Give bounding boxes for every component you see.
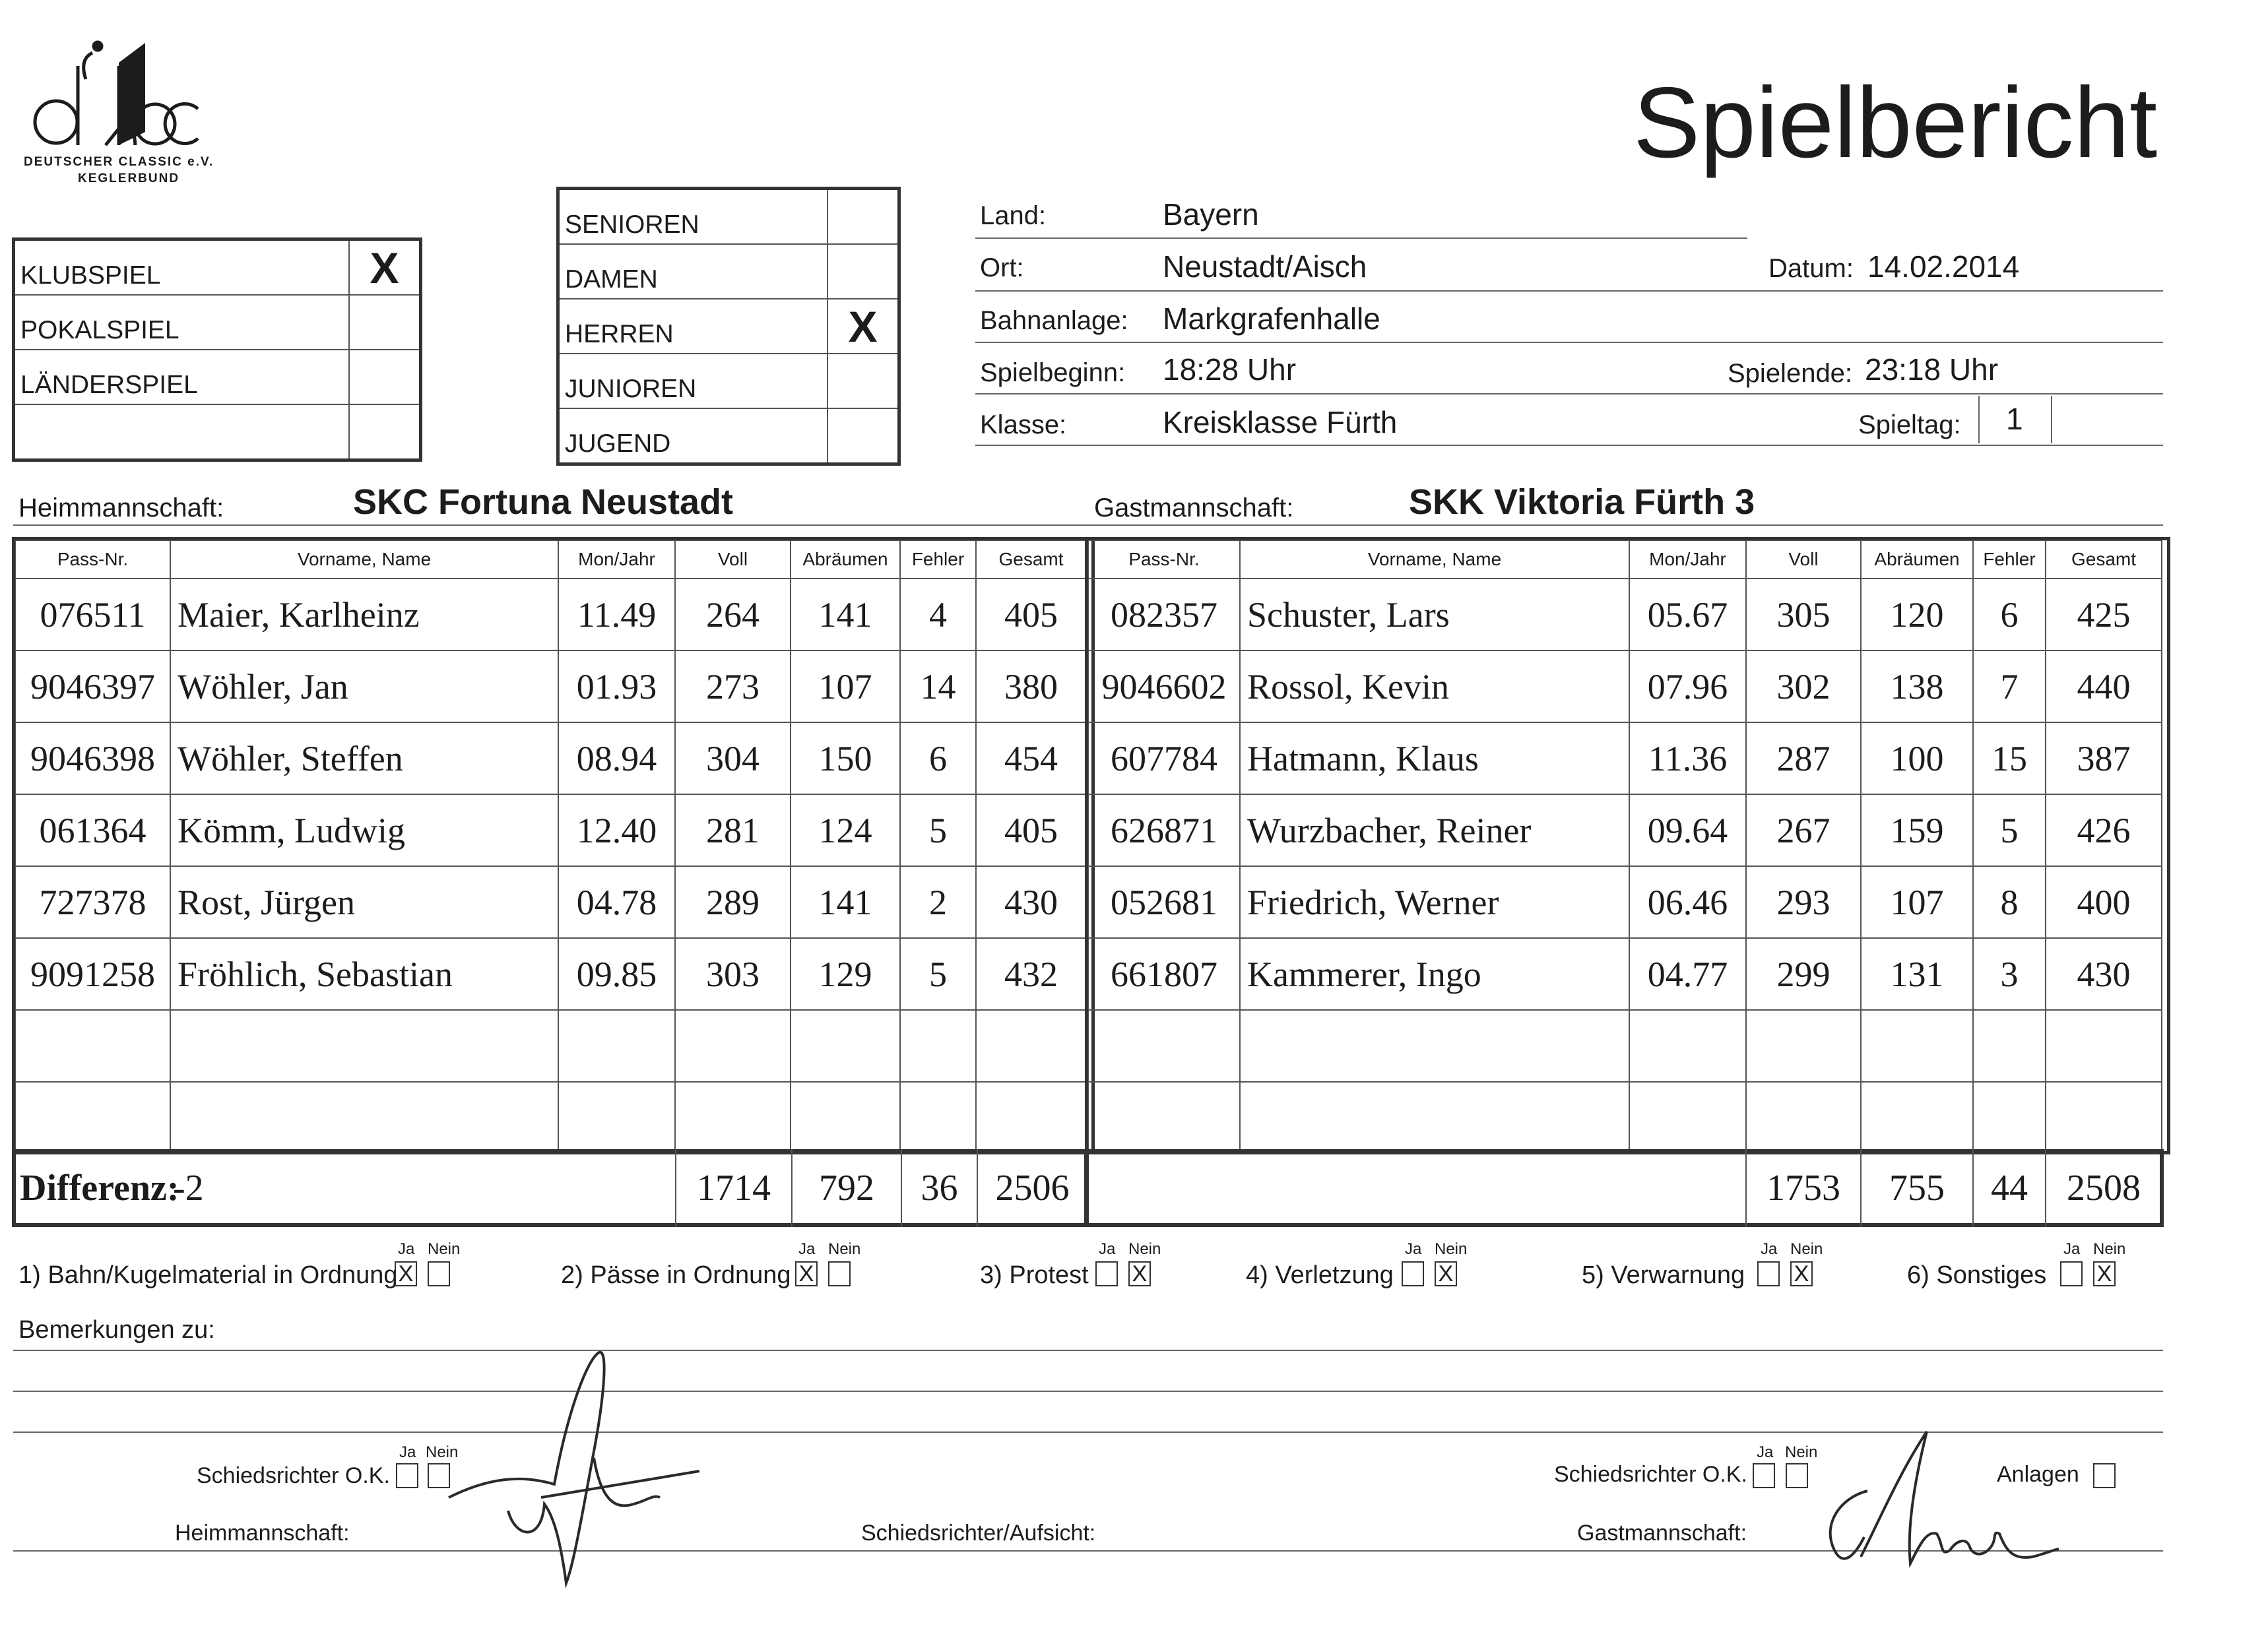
cell-fehler: 6 <box>900 722 976 794</box>
cell-fehler: 5 <box>900 938 976 1010</box>
category-label: HERREN <box>558 299 828 354</box>
check-5-nein-checkbox[interactable]: X <box>1790 1261 1813 1286</box>
check-label: 4) Verletzung <box>1246 1261 1394 1289</box>
info-line <box>975 445 2163 446</box>
cell-fehler: 4 <box>900 579 976 650</box>
land-value: Bayern <box>1163 197 1259 232</box>
column-header-abraeumen: Abräumen <box>1861 540 1973 579</box>
cell-name: Maier, Karlheinz <box>170 579 558 650</box>
nein-label: Nein <box>1128 1240 1161 1258</box>
cell-voll: 287 <box>1746 722 1861 794</box>
cell-mon-jahr: 09.85 <box>558 938 675 1010</box>
ort-label: Ort: <box>980 253 1024 282</box>
check-1-nein-checkbox[interactable] <box>428 1261 450 1286</box>
check-2-nein-checkbox[interactable] <box>828 1261 851 1286</box>
cell-fehler: 15 <box>1973 722 2046 794</box>
info-line <box>975 393 2163 394</box>
cell-pass-nr: 607784 <box>1088 722 1240 794</box>
cell-name: Friedrich, Werner <box>1240 866 1629 938</box>
column-header-gesamt: Gesamt <box>976 540 1086 579</box>
ja-label: Ja <box>1099 1240 1116 1258</box>
logo-line1: DEUTSCHER CLASSIC e.V. <box>24 155 214 169</box>
column-header-voll: Voll <box>675 540 791 579</box>
cell-abraeumen: 120 <box>1861 579 1973 650</box>
ja-label: Ja <box>1405 1240 1422 1258</box>
cell-gesamt: 387 <box>2046 722 2162 794</box>
anlagen-label: Anlagen <box>1997 1462 2079 1487</box>
guest-signature-icon <box>1795 1418 2072 1590</box>
category-label: JUNIOREN <box>558 354 828 408</box>
cell-mon-jahr: 09.64 <box>1629 794 1746 866</box>
cell-abraeumen: 129 <box>791 938 900 1010</box>
cell-mon-jahr: 07.96 <box>1629 650 1746 722</box>
remarks-label: Bemerkungen zu: <box>18 1316 215 1344</box>
cell-pass-nr: 9046398 <box>15 722 170 794</box>
category-mark: X <box>827 299 899 354</box>
spieltag-label: Spieltag: <box>1858 410 1961 439</box>
check-label: 6) Sonstiges <box>1907 1261 2047 1289</box>
ja-label: Ja <box>798 1240 816 1258</box>
home-signature-icon <box>436 1346 713 1596</box>
check-label: 5) Verwarnung <box>1582 1261 1745 1289</box>
cell-mon-jahr: 08.94 <box>558 722 675 794</box>
team-line <box>13 524 2163 526</box>
category-label: DAMEN <box>558 244 828 299</box>
remarks-line <box>13 1391 2163 1392</box>
column-header-gesamt: Gesamt <box>2046 540 2162 579</box>
category-mark <box>827 189 899 245</box>
cell-fehler: 5 <box>900 794 976 866</box>
spielende-label: Spielende: <box>1728 359 1853 388</box>
check-label: 3) Protest <box>980 1261 1089 1289</box>
game-type-mark <box>349 404 421 460</box>
cell-gesamt: 405 <box>976 579 1086 650</box>
category-mark <box>827 408 899 464</box>
home-signature-label: Heimmannschaft: <box>175 1521 350 1546</box>
info-line <box>975 290 2163 292</box>
game-type-label: KLUBSPIEL <box>14 239 350 296</box>
game-type-label: LÄNDERSPIEL <box>14 350 350 404</box>
bahnanlage-value: Markgrafenhalle <box>1163 301 1380 336</box>
cell-gesamt: 426 <box>2046 794 2162 866</box>
cell-fehler: 7 <box>1973 650 2046 722</box>
column-header-name: Vorname, Name <box>170 540 558 579</box>
column-header-name: Vorname, Name <box>1240 540 1629 579</box>
cell-voll: 305 <box>1746 579 1861 650</box>
dkbc-logo <box>20 40 238 191</box>
guest-team-name: SKK Viktoria Fürth 3 <box>1409 482 1755 522</box>
cell-fehler: 5 <box>1973 794 2046 866</box>
cell-name: Schuster, Lars <box>1240 579 1629 650</box>
spielbeginn-label: Spielbeginn: <box>980 358 1126 387</box>
ja-label: Ja <box>398 1240 415 1258</box>
cell-mon-jahr: 04.77 <box>1629 938 1746 1010</box>
cell-pass-nr: 9046397 <box>15 650 170 722</box>
cell-abraeumen: 138 <box>1861 650 1973 722</box>
game-type-mark: X <box>349 239 421 296</box>
column-header-abraeumen: Abräumen <box>791 540 900 579</box>
ja-label: Ja <box>2063 1240 2081 1258</box>
guest-total-abraeumen: 755 <box>1889 1168 1945 1209</box>
datum-value: 14.02.2014 <box>1867 249 2020 284</box>
home-total-fehler: 36 <box>921 1168 958 1209</box>
cell-gesamt: 430 <box>2046 938 2162 1010</box>
cell-name: Wöhler, Jan <box>170 650 558 722</box>
cell-abraeumen: 141 <box>791 866 900 938</box>
cell-mon-jahr: 06.46 <box>1629 866 1746 938</box>
cell-voll: 293 <box>1746 866 1861 938</box>
check-4-ja-checkbox[interactable] <box>1402 1261 1424 1286</box>
cell-name: Rost, Jürgen <box>170 866 558 938</box>
cell-pass-nr: 626871 <box>1088 794 1240 866</box>
home-total-gesamt: 2506 <box>995 1168 1070 1209</box>
column-header-mon-jahr: Mon/Jahr <box>1629 540 1746 579</box>
bowling-pin-logo-icon <box>20 40 238 172</box>
cell-pass-nr: 076511 <box>15 579 170 650</box>
guest-table-frame <box>1085 537 2170 1154</box>
check-label: 2) Pässe in Ordnung <box>561 1261 791 1289</box>
cell-fehler: 2 <box>900 866 976 938</box>
column-header-pass-nr: Pass-Nr. <box>15 540 170 579</box>
cell-abraeumen: 100 <box>1861 722 1973 794</box>
cell-name: Wurzbacher, Reiner <box>1240 794 1629 866</box>
spielbeginn-value: 18:28 Uhr <box>1163 352 1297 387</box>
cell-pass-nr: 061364 <box>15 794 170 866</box>
cell-name: Kömm, Ludwig <box>170 794 558 866</box>
cell-abraeumen: 124 <box>791 794 900 866</box>
column-header-fehler: Fehler <box>1973 540 2046 579</box>
difference-value: -2 <box>173 1168 204 1209</box>
cell-mon-jahr: 12.40 <box>558 794 675 866</box>
cell-pass-nr: 727378 <box>15 866 170 938</box>
cell-pass-nr: 052681 <box>1088 866 1240 938</box>
cell-voll: 267 <box>1746 794 1861 866</box>
category-label: JUGEND <box>558 408 828 464</box>
cell-abraeumen: 150 <box>791 722 900 794</box>
cell-voll: 289 <box>675 866 791 938</box>
cell-mon-jahr: 11.36 <box>1629 722 1746 794</box>
cell-abraeumen: 159 <box>1861 794 1973 866</box>
bahnanlage-label: Bahnanlage: <box>980 306 1128 335</box>
spielende-value: 23:18 Uhr <box>1865 352 1999 387</box>
game-type-box <box>12 237 422 462</box>
category-mark <box>827 354 899 408</box>
cell-voll: 304 <box>675 722 791 794</box>
cell-pass-nr: 661807 <box>1088 938 1240 1010</box>
remarks-line <box>13 1350 2163 1351</box>
check-label: 1) Bahn/Kugelmaterial in Ordnung <box>18 1261 398 1289</box>
cell-gesamt: 432 <box>976 938 1086 1010</box>
game-type-label: POKALSPIEL <box>14 295 350 350</box>
check-4-nein-checkbox[interactable]: X <box>1435 1261 1457 1286</box>
game-type-mark <box>349 350 421 404</box>
check-1-ja-checkbox[interactable]: X <box>395 1261 417 1286</box>
check-6-ja-checkbox[interactable] <box>2060 1261 2083 1286</box>
cell-voll: 303 <box>675 938 791 1010</box>
cell-fehler: 6 <box>1973 579 2046 650</box>
check-2-ja-checkbox[interactable]: X <box>795 1261 818 1286</box>
spieltag-divider <box>1978 396 1980 443</box>
cell-gesamt: 430 <box>976 866 1086 938</box>
cell-fehler: 3 <box>1973 938 2046 1010</box>
cell-gesamt: 425 <box>2046 579 2162 650</box>
cell-fehler: 8 <box>1973 866 2046 938</box>
home-total-voll: 1714 <box>697 1168 771 1209</box>
cell-pass-nr: 9091258 <box>15 938 170 1010</box>
anlagen-checkbox[interactable] <box>2093 1463 2116 1488</box>
referee-signature-label: Schiedsrichter/Aufsicht: <box>861 1521 1096 1546</box>
cell-mon-jahr: 11.49 <box>558 579 675 650</box>
game-type-label <box>14 404 350 460</box>
cell-gesamt: 440 <box>2046 650 2162 722</box>
info-line <box>975 342 2163 343</box>
logo-line2: KEGLERBUND <box>78 172 180 185</box>
category-box <box>556 187 901 466</box>
cell-abraeumen: 107 <box>791 650 900 722</box>
column-header-mon-jahr: Mon/Jahr <box>558 540 675 579</box>
check-6-nein-checkbox[interactable]: X <box>2093 1261 2116 1286</box>
cell-mon-jahr: 04.78 <box>558 866 675 938</box>
guest-total-gesamt: 2508 <box>2067 1168 2141 1209</box>
home-team-name: SKC Fortuna Neustadt <box>353 482 734 522</box>
check-5-ja-checkbox[interactable] <box>1757 1261 1780 1286</box>
cell-fehler: 14 <box>900 650 976 722</box>
cell-gesamt: 400 <box>2046 866 2162 938</box>
cell-pass-nr: 082357 <box>1088 579 1240 650</box>
cell-name: Fröhlich, Sebastian <box>170 938 558 1010</box>
home-table-frame <box>12 537 1095 1154</box>
cell-mon-jahr: 01.93 <box>558 650 675 722</box>
cell-voll: 273 <box>675 650 791 722</box>
land-label: Land: <box>980 201 1047 230</box>
cell-gesamt: 454 <box>976 722 1086 794</box>
datum-label: Datum: <box>1768 254 1854 283</box>
cell-pass-nr: 9046602 <box>1088 650 1240 722</box>
cell-name: Rossol, Kevin <box>1240 650 1629 722</box>
guest-team-label: Gastmannschaft: <box>1094 493 1294 522</box>
cell-name: Kammerer, Ingo <box>1240 938 1629 1010</box>
nein-label: Nein <box>1785 1443 1818 1461</box>
column-header-pass-nr: Pass-Nr. <box>1088 540 1240 579</box>
referee-ok-label-guest: Schiedsrichter O.K. <box>1554 1462 1747 1487</box>
category-mark <box>827 244 899 299</box>
cell-voll: 264 <box>675 579 791 650</box>
home-team-label: Heimmannschaft: <box>18 493 224 522</box>
ja-label: Ja <box>1757 1443 1774 1461</box>
game-type-mark <box>349 295 421 350</box>
ja-label: Ja <box>399 1443 416 1461</box>
cell-name: Wöhler, Steffen <box>170 722 558 794</box>
guest-total-voll: 1753 <box>1766 1168 1840 1209</box>
klasse-label: Klasse: <box>980 410 1067 439</box>
nein-label: Nein <box>828 1240 861 1258</box>
difference-label: Differenz: <box>20 1168 179 1209</box>
nein-label: Nein <box>2093 1240 2126 1258</box>
cell-abraeumen: 131 <box>1861 938 1973 1010</box>
guest-total-fehler: 44 <box>1991 1168 2028 1209</box>
page-title: Spielbericht <box>1633 67 2158 179</box>
home-total-abraeumen: 792 <box>819 1168 874 1209</box>
nein-label: Nein <box>1435 1240 1468 1258</box>
column-header-fehler: Fehler <box>900 540 976 579</box>
ort-value: Neustadt/Aisch <box>1163 249 1367 284</box>
spieltag-value: 1 <box>2006 402 2023 436</box>
check-3-nein-checkbox[interactable]: X <box>1128 1261 1151 1286</box>
nein-label: Nein <box>428 1240 461 1258</box>
nein-label: Nein <box>1790 1240 1823 1258</box>
cell-voll: 299 <box>1746 938 1861 1010</box>
cell-gesamt: 405 <box>976 794 1086 866</box>
referee-ok-home-ja-checkbox[interactable] <box>396 1463 418 1488</box>
category-label: SENIOREN <box>558 189 828 245</box>
column-header-voll: Voll <box>1746 540 1861 579</box>
klasse-value: Kreisklasse Fürth <box>1163 405 1398 439</box>
spieltag-divider <box>2051 396 2052 443</box>
cell-name: Hatmann, Klaus <box>1240 722 1629 794</box>
cell-voll: 302 <box>1746 650 1861 722</box>
referee-ok-guest-ja-checkbox[interactable] <box>1753 1463 1775 1488</box>
cell-abraeumen: 107 <box>1861 866 1973 938</box>
cell-gesamt: 380 <box>976 650 1086 722</box>
ja-label: Ja <box>1761 1240 1778 1258</box>
nein-label: Nein <box>426 1443 459 1461</box>
cell-voll: 281 <box>675 794 791 866</box>
check-3-ja-checkbox[interactable] <box>1095 1261 1118 1286</box>
info-line <box>975 237 1747 239</box>
cell-abraeumen: 141 <box>791 579 900 650</box>
guest-signature-label: Gastmannschaft: <box>1577 1521 1747 1546</box>
cell-mon-jahr: 05.67 <box>1629 579 1746 650</box>
referee-ok-label-home: Schiedsrichter O.K. <box>197 1463 390 1488</box>
